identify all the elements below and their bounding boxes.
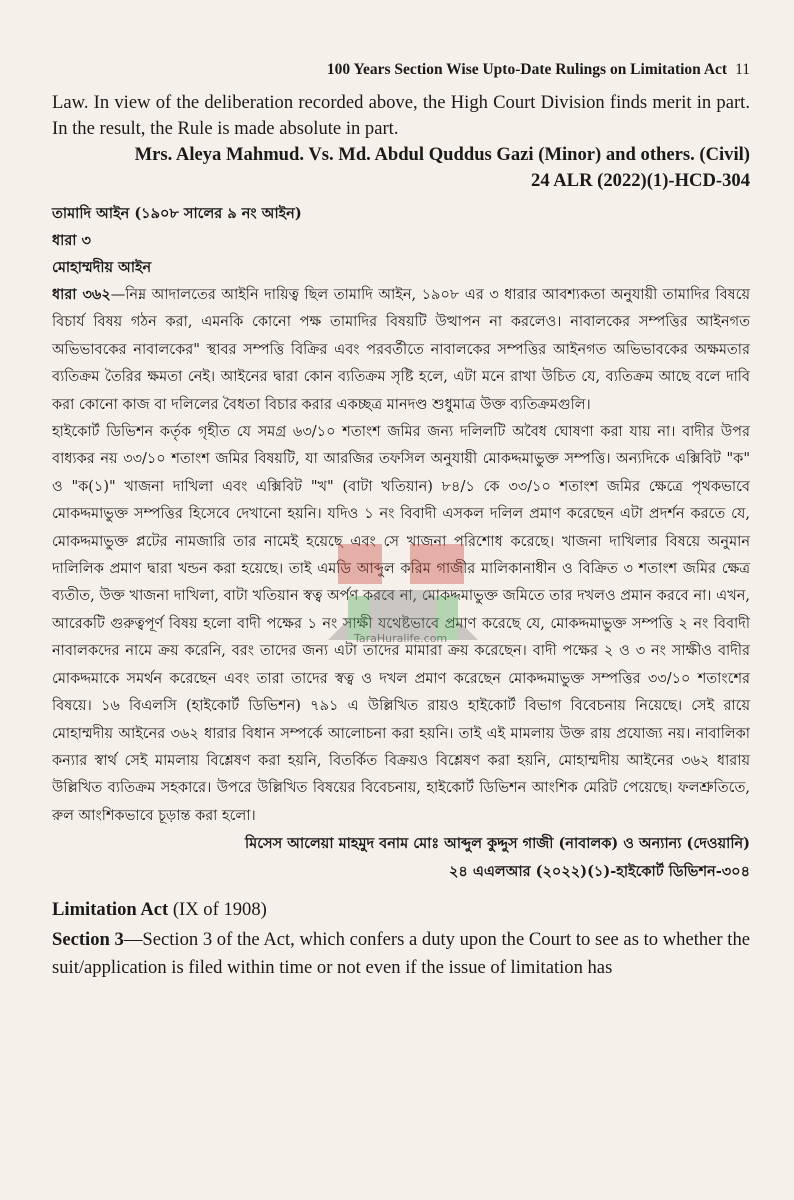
- case-citation-en: 24 ALR (2022)(1)-HCD-304: [531, 170, 750, 191]
- case-parties-bn: মিসেস আলেয়া মাহমুদ বনাম মোঃ আব্দুল কুদ্দুস গাজী (নাবালক) ও অন্যান্য (দেওয়ানি): [245, 835, 750, 853]
- section-3-paragraph: [52, 926, 750, 982]
- page-number: 11: [735, 61, 750, 78]
- document-page: [52, 56, 750, 982]
- paragraph-bn-2: হাইকোর্ট ডিভিশন কর্তৃক গৃহীত যে সমগ্র ৬৩/১০ শতাংশ জমির জন্য দলিলটি অবৈধ ঘোষণা করা যায় না। বাদীর উপর বাধ্যকর নয় ৩৩/১০ শতাংশ জমির বিষয়টি, যা আরজির তফসিল অনুযায়ী মোকদ্দমাভুক্ত সম্পত্তি। অন্যদিকে এক্সিবিট "ক" ও "ক(১)" খাজনা দাখিলা এবং এক্সিবিট "খ" (বাটা খতিয়ান) ৮৪/১ কে ৩৩/১০ শতাংশ জমির ক্ষেত্রে পৃথকভাবে মোকদ্দমাভুক্ত সম্পত্তির হিসেবে দেখানো হয়নি। যদিও ১ নং বিবাদী এসকল দলিল প্রমাণ করেছেন এটা প্রদর্শন করতে যে, মোকদ্দমাভুক্ত প্লটের নামজারি তার নামেই হয়েছে এবং সে খাজনা পরিশোধ করেছে। খাজনা দাখিলার বিষয়ে অনুমান দালিলিক প্রমাণ দ্বারা খন্ডন করা হয়েছে। তাই এমডি আব্দুল করিম গাজীর মালিকানাধীন ও বিক্রিত ৩ শতাংশ জমির ক্ষেত্র ব্যতীত, উক্ত খাজনা দাখিলা, বাটা খতিয়ান স্বত্ব অর্পণ করবে না, মোকদ্দমাভুক্ত জমিতে তার দখলও প্রমান করবে না। এখন, আরেকটি গুরুত্বপূর্ণ বিষয় হলো বাদী পক্ষের ১ নং সাক্ষী যথেষ্টভাবে প্রমাণ করেছে যে, মোকদ্দমাভুক্ত সম্পত্তি ২ নং বিবাদী নাবালকদের নামে ক্রয় করেনি, বরং তাদের জন্য এটা তাদের মামারা ক্রয় করেছেন। বাদী পক্ষের ২ ও ৩ নং সাক্ষীও বাদীর মোকদ্দমাকে সমর্থন করেছেন এবং তারা তাদের স্বত্ব ও দখল প্রমাণ করেছেন মোকদ্দমাভুক্ত সম্পত্তির ৩৩/১০ শতাংশের বিষয়ে। ১৬ বিএলসি (হাইকোর্ট ডিভিশন) ৭৯১ এ উল্লিখিত রায়ও হাইকোর্ট বিভাগ বিবেচনায় নিয়েছে। সেই রায়ে মোহাম্মদীয় আইনের ৩৬২ ধারার বিধান সম্পর্কে আলোচনা করা হয়নি। তাই এই মামলায় উক্ত রায় প্রযোজ্য নয়। নাবালিকা কন্যার স্বার্থ সেই মামলায় বিশ্লেষণ করা হয়নি, বিতর্কিত বিক্রয়ও বিশ্লেষণ করা হয়নি, মোহাম্মদীয় আইনের ৩৬২ ধারায় উল্লিখিত ব্যতিক্রম সহকারে। উপরে উল্লিখিত বিষয়ের বিবেচনায়, হাইকোর্ট ডিভিশন আংশিক মেরিট পেয়েছে। ফলশ্রুতিতে, রুল আংশিকভাবে চূড়ান্ত করা হলো।: [52, 424, 750, 824]
- section-heading-bn: ধারা ৩: [52, 232, 91, 249]
- section-text: —Section 3 of the Act, which confers a duty upon the Court to see as to whether the suit/application is filed within time or not even if the issue of limitation has: [52, 929, 750, 979]
- act-title-rest: (IX of 1908): [168, 899, 267, 921]
- paragraph-bn-1-text: —নিম্ন আদালতের আইনি দায়িত্ব ছিল তামাদি আইন, ১৯০৮ এর ৩ ধারার আবশ্যকতা অনুযায়ী তামাদির বিষয়ে বিচার্য বিষয় গঠন করা, এমনকি কোনো পক্ষ তামাদির বিষয়টি উত্থাপন না করলেও। নাবালকের সম্পত্তির আইনগত অভিভাবকের নাবালকের" স্থাবর সম্পত্তি বিক্রির এবং পরবর্তীতে নাবালকের সম্পত্তির আইনগত অভিভাবকের অক্ষমতার ব্যতিক্রম তৈরির ক্ষমতা নেই। আইনের দ্বারা কোন ব্যতিক্রম সৃষ্টি হলে, এটা মনে রাখা উচিত যে, ব্যতিক্রম আছে বলে দাবি করা কোনো কাজ বা দলিলের বৈধতা বিচার করার একচ্ছত্র মানদণ্ড শুধুমাত্র উক্ত ব্যতিক্রমগুলি।: [52, 287, 750, 413]
- law-heading-bn: মোহাম্মদীয় আইন: [52, 259, 152, 276]
- paragraph-bn-1: [52, 281, 750, 419]
- limitation-act-title: [52, 896, 750, 924]
- case-parties-en: Mrs. Aleya Mahmud. Vs. Md. Abdul Quddus Gazi (Minor) and others. (Civil): [134, 144, 750, 165]
- act-title-bold: Limitation Act: [52, 899, 169, 921]
- section-lead: Section 3: [52, 929, 124, 951]
- watermark-text: TaraHuralife.com: [354, 632, 448, 645]
- running-header: [52, 56, 750, 84]
- intro-paragraph: Law. In view of the deliberation recorded above, the High Court Division finds merit in part. In the result, the Rule is made absolute in part.: [52, 92, 750, 139]
- act-heading-bn: তামাদি আইন (১৯০৮ সালের ৯ নং আইন): [52, 205, 302, 222]
- header-title: 100 Years Section Wise Upto-Date Rulings on Limitation Act: [326, 61, 728, 78]
- case-citation-bn: ২৪ এএলআর (২০২২)(১)-হাইকোর্ট ডিভিশন-৩০৪: [448, 863, 750, 881]
- paragraph-bn-1-lead: ধারা ৩৬২: [52, 286, 111, 303]
